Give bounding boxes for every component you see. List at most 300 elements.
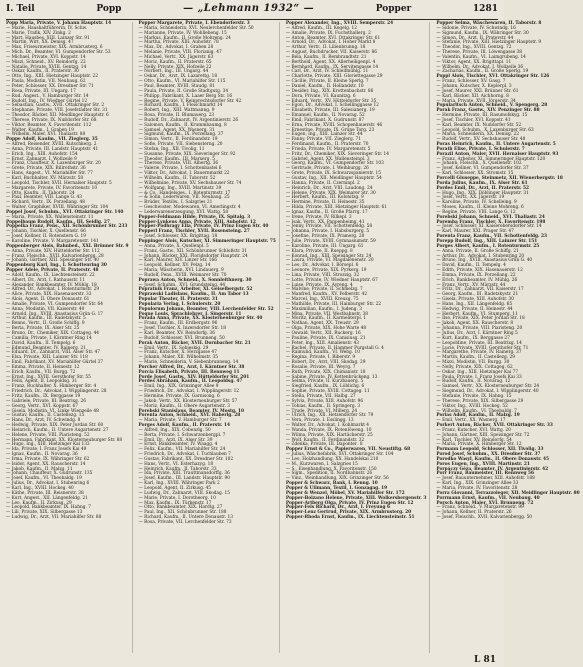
directory-entry: — Emma, Private, II. Heinestr. 12: [6, 364, 80, 370]
directory-entry: — Karl, Bäcker, XII. Aichhorng. 8: [436, 93, 509, 99]
entry-columns: [6, 21, 580, 653]
directory-entry: — Franz, Kutscher, XVI. Wattg. 20: [436, 427, 511, 433]
directory-entry: — Erich, Ing., XIII. Auhofstr. 154: [6, 151, 78, 157]
directory-entry: Popper Selma, Wäschewaren, II. Taborstr. 8: [436, 21, 542, 26]
directory-entry: — Josef, Vertr., XX. Jägerstr. 19: [436, 195, 505, 201]
directory-entry: — Maria, Private, V. Hamburger Str. 7: [138, 418, 222, 424]
directory-entry: — Marcel, Ing., XVIII. Kreuzg. 75: [285, 297, 359, 303]
directory-entry: — Johann, Maler, XII. Wilhelmstr. 35: [138, 355, 219, 361]
directory-entry: — Gustav, Fabrikant, XX. Dresdner Str. 102: [138, 456, 234, 462]
directory-entry: — Anna, Private, XIV. Hütteldorfer Str. 112: [6, 248, 100, 254]
directory-entry: — Peter, Ing., XIII. Amalienstr. 43: [285, 340, 360, 346]
directory-entry: Pordes Abraham, Kaufm., II. Leopoldsg. 47: [138, 379, 243, 385]
directory-entry: — Leonore, Private, XIX. Pyrkerg. 19: [285, 268, 367, 274]
directory-entry: — Mich. Dr., Beamter, VI. Gumpendorfer Str. 53: [6, 50, 111, 56]
directory-entry: — M., Kurzwaren, I. Salzgries 15: [285, 461, 358, 467]
directory-entry: Porenta Anton, Schneid., XVI. Haberlg. 28: [138, 413, 241, 419]
directory-entry: — Michael, Vertr., XX. Jägerstr. 63: [138, 54, 214, 60]
directory-entry: — Arthur, Kaufm., III. Radetzkystr. 5: [6, 316, 86, 322]
directory-entry: — Wilhelm, Kaufm., II. Taborstr. 52: [138, 176, 216, 181]
directory-entry: Popperl Franz, Tischler, XVII. Rosensteing. 27: [138, 229, 250, 235]
directory-entry: — Stefanie, Private, IX. Hahng. 15: [436, 393, 512, 399]
directory-entry: — Sophie, Private, XVIII. Cottageg. 11: [285, 389, 370, 395]
directory-entry: — Anna, Private, II. Große Schiffg. 21: [436, 248, 519, 254]
directory-entry: — Josef, Kellner, II. Rotenstern G. 19: [6, 234, 87, 240]
directory-entry: — Simon, Vertr., II. Ferdinandstr. 19: [138, 137, 218, 143]
directory-entry: — Siegfried, Kaufm., IX. Löblichg. 6: [285, 384, 365, 390]
directory-entry: — Simon, Dr., Arzt, II. Praterstr. 44: [436, 35, 514, 41]
directory-entry: — Amalie, Private, VI. Gumpendorfer Str. 64: [6, 301, 103, 307]
directory-entry: — Oskar, Kaufm., II. Praterstr. 30: [6, 69, 79, 75]
directory-entry: Porda Julius, Kaufm., IX. Alser Str. 61: [436, 180, 528, 186]
directory-entry: — Arnold, Ing., XVIII. Anastasius Grün G. 17: [6, 311, 104, 317]
directory-entry: — Mathilde, Private, III. Hainburger Str. 22: [285, 301, 382, 307]
directory-entry: — Viktor, Agent, XX. Brigittapl. 11: [436, 59, 512, 65]
directory-entry: — Nathan, Agent, XX. Treustr. 29: [285, 321, 359, 327]
directory-entry: — Theodor, Ing., XVIII. Gentzg. 72: [436, 45, 512, 51]
directory-entry: — Emil, Vertr., IX. Sobieskig. 29: [138, 345, 209, 351]
directory-entry: — Karl, Ing., XVIII. Hockeg. 40: [6, 486, 74, 491]
directory-entry: — Wanda, Private, IX. Rotenlöweng. 10: [285, 427, 372, 433]
directory-entry: Popper-Lenz Gertrud, Private, XIX. Armbrusterg. 20: [285, 510, 412, 516]
directory-entry: — Hermine, Private, II. Heinestr. 35: [285, 200, 365, 206]
directory-entry: — Josef, Tischler, XVI. Koppstr. 41: [436, 117, 511, 123]
directory-entry: Porak Franz, Gastw., XIV. Penzinger Str. 88: [436, 108, 540, 114]
directory-entry: Popper Alexander, Ing., XVIII. Semperstr. 24: [285, 21, 394, 26]
header-rule: [6, 19, 498, 20]
directory-entry: — Gabriel, Agent, XX. Wallensteinpl. 3: [285, 156, 370, 162]
directory-entry: — Josef, Kellner, VI. Gumpendorfer Str. 37: [436, 166, 529, 172]
directory-entry: — Lina, Private, VIII. Strozzig. 32: [285, 272, 360, 278]
directory-entry: — Charlotte, Private, XIII. Gloriettegasse 29: [285, 74, 383, 80]
directory-entry: — Emil, Ing., XIX. Grinzinger Allee 9: [138, 384, 219, 390]
directory-entry: Porebski Stanislaus, Beamter, IV. Mostg. 10: [138, 408, 244, 414]
right-running-head: Popper: [375, 4, 412, 14]
directory-entry: — Anna, Private, X. Quellenpl. 5: [138, 243, 209, 249]
directory-entry: Poremba Franz, Tischler, X. Favoritenstr. 198: [436, 219, 546, 225]
directory-entry: — Sidonie, Private, IV. Schwindg. 16: [436, 25, 516, 31]
directory-entry: — Franz, Buchhalter, X. Himberger Str. 4: [6, 384, 97, 390]
directory-entry: — Ruth, Private, XIX. Chimanistr. 18: [285, 369, 366, 375]
directory-entry: Porra Giovanni, Terrazzoleger, XII. Meidlinger Hauptstr. 80: [436, 490, 580, 496]
directory-entry: — Maria, Private, IV. Favoritenstr. 28: [436, 486, 518, 491]
directory-entry: — Franz, Vertr., XV. Märzstr. 44: [436, 282, 506, 288]
directory-entry: Popper Ernst & Co., Papierwaren, VII. Neustiftg. 68: [285, 447, 411, 453]
directory-entry: — Oskar, Dr., Arzt, IX. Lazarettg. 18: [138, 74, 218, 80]
directory-entry: — Peter, Schlosser, XX. Dresdner Str. 71: [6, 83, 94, 89]
directory-entry: — Leopold, Schuhm., X. Laxenburger Str. 63: [436, 127, 534, 133]
directory-entry: — Wilhelm, Dr., Advokat, I. Wollzeile 36: [436, 64, 524, 70]
directory-entry: — Martin, Wirt, XX. Denisg. 47: [6, 40, 74, 46]
directory-entry: — Alexander, Bankbeamter, IV. Mühlg. 18: [6, 282, 97, 288]
directory-entry: — Otto, Kaufm., VI. Mariahilfer Str. 115: [138, 79, 226, 85]
directory-entry: — Fanny, Private, VII. Zieglerg. 71: [285, 137, 361, 143]
directory-entry: — Alfred, Ing., XIX. Cobenzlg. 50: [138, 427, 211, 433]
directory-entry: — Tobias, Kaufm., II. Springerg. 3: [285, 403, 361, 409]
directory-entry: — Sabine, Private, IV. Kettenbrückeng. 13: [285, 374, 378, 380]
directory-entry: — Béla, Kaufm., II. Rembrandtstr. 21: [285, 54, 367, 60]
directory-entry: — Margarethe, Private, IV. Rainerg. 37: [436, 350, 522, 356]
directory-entry: — Oskar, Ing., XIII. Hietzinger Kai 77: [436, 369, 518, 375]
directory-entry: — Eduard, Dr., Zahnarzt, VIII. Alser Str. 47: [6, 350, 100, 356]
directory-entry: — Felix, Agent, II. Leopoldsg. 31: [6, 379, 78, 385]
directory-entry: — Rudolf, Vertr., XV. Sechshauser Str. 48: [436, 137, 526, 143]
directory-entry: — Marie, Schneiderin, V. Siebenbrunneng. 14: [138, 360, 239, 366]
directory-entry: — Hermine, Private, IX. Garnisong. 6: [138, 393, 220, 399]
directory-entry: — Franz, Schneid., V. Margaretenstr. 99: [436, 505, 524, 511]
directory-entry: — Ernst, Zahnarzt, I. Wollzeile 9: [6, 156, 77, 162]
directory-entry: — Erich, Kaufm., VII. Burgg. 72: [6, 369, 76, 375]
directory-entry: — Julius, Dr., Arzt, I. Kärntner Ring 5: [436, 331, 518, 336]
directory-entry: — Albert, Dr., Arzt, I. Rathausstr. 11: [6, 277, 86, 283]
directory-entry: Porges Adolf, Kaufm., II. Praterstr. 14: [138, 423, 231, 429]
directory-entry: Porcelli Giuseppe, Steinmetz, XII. Wienerbergstr. 18: [436, 176, 563, 181]
directory-entry: Porcher Alfred, Dr., Arzt, I. Kärntner Str. 38: [138, 364, 245, 370]
directory-entry: — Max, Dr., Advokat, I. Graben 28: [138, 45, 214, 51]
directory-entry: — Franz, Gastw., XII. Schönbrunner Schloßstr. 31: [138, 248, 248, 254]
directory-entry: — Johann, Bäcker, XXI. Floridsdorfer Hauptstr. 24: [138, 253, 248, 259]
directory-entry: — Cäcilie, Private, II. Kleine Sperlg. 7: [285, 79, 369, 85]
directory-entry: — Philipp, Fabrikant, X. Laaer Berg Str. 16: [138, 93, 233, 99]
directory-entry: — Rudolf, Schlosser, XVI. Brunneng. 50: [138, 335, 225, 341]
directory-entry: — Paul, Beamter, XVIII. Staudg. 81: [138, 83, 215, 89]
directory-entry: Porias Adolf, Kaufm., II. Malzg. 19: [436, 413, 520, 419]
directory-entry: — Johanna, Private, VIII. Piaristeng. 20: [436, 326, 523, 332]
directory-entry: — Margarete, Private, IV. Favoritenstr. 10: [6, 185, 98, 191]
directory-entry: — Emil, Dr., Arzt, IX. Alser Str. 39: [138, 437, 213, 443]
directory-entry: — Hans, Vertr., VI. Esterhazyg. 18: [138, 461, 214, 467]
directory-entry: — Josef, Tischler, X. Inzersdorfer Str. 18: [138, 326, 226, 332]
directory-entry: Poprawa Anton, Schneid., X. Sonnleithnerg. 30: [138, 277, 252, 283]
directory-entry: — Mina, Private, VII. Westbahnstr. 38: [285, 311, 368, 317]
directory-entry: Popper & Schwarz, Bank, I. Renng. 10: [285, 481, 378, 487]
directory-entry: — Marianne, Private, IV. Wohllebeng. 15: [138, 30, 227, 36]
directory-entry: Poppe Adolf, Kaufm., VII. Zieglerg. 35: [6, 137, 98, 143]
directory-entry: — Trude, Private, VI. Millerg. 24: [285, 408, 358, 414]
page-number: 1281: [472, 4, 498, 14]
directory-entry: — Gisela, Modistin, VI. Linke Wienzeile 48: [6, 408, 99, 414]
directory-entry: — Anna, Modistin, VII. Kaiserstr. 40: [6, 306, 85, 312]
directory-entry: — Valentin, Kaufm., VI. Laimgrubeng. 14: [436, 54, 526, 60]
directory-entry: — Alois, Agent, II. Obere Donaustr. 61: [6, 297, 90, 303]
directory-entry: — Emma, Private, IX. Porzellang. 22: [436, 272, 516, 278]
part-label: I. Teil: [6, 4, 35, 14]
directory-entry: Popper-Rhoda Ernst, Kaufm., IX. Liechtensteinstr. 51: [285, 515, 415, 521]
directory-entry: — Gabriele, Private, III. Beatrixg. 26: [6, 398, 86, 404]
directory-entry: Popper-Podhragy Ella, Private, IV. Prinz Eugen Str. 40: [138, 224, 269, 230]
directory-entry: — Walter, Dr., Advokat, I. Kohlmarkt 4: [285, 423, 370, 429]
directory-entry: — Georg, Kaufm., VI. Gumpendorfer Str. 103: [285, 161, 384, 167]
directory-entry: — David, Kaufm., II. Tempelg. 6: [6, 340, 76, 346]
directory-entry: — Käthe, Private, III. Reisnerstr. 38: [6, 490, 84, 496]
directory-entry: — Paula, Modistin, VII. Neubaug. 62: [6, 79, 86, 85]
directory-entry: — Maria, Schneiderin, XX. Denisg. 22: [436, 132, 519, 138]
directory-entry: — Ida, Private, I. Franz Josefs Kai 49: [6, 447, 87, 453]
directory-entry: — Ignaz, Kaufm., II. Große Pfarrg. 17: [285, 209, 368, 215]
directory-entry: — Egon, Dr., Advokat, I. Schellinggasse 12: [285, 103, 379, 109]
directory-entry: — Karl, Ing., XIX. Grinzinger Allee 33: [436, 481, 519, 487]
directory-entry: — Eduard, Vertr., XV. Hütteldorfer Str. 35: [285, 98, 377, 104]
directory-entry: — Walter, Kaufm., I. Graben 19: [6, 127, 74, 133]
directory-entry: — Karl, Maurer, XIV. Linzer Str. 166: [138, 258, 217, 264]
directory-entry: — Camilla, Private, I. Kärntner Ring 14: [6, 335, 92, 341]
directory-entry: — Leo, Dr., Advokat, I. Börsepl. 6: [285, 263, 359, 269]
directory-entry: — Rudolf, Pens., XVIII. Weimarer Str. 70: [138, 272, 227, 278]
directory-entry: — Regina, Private, I. Biberstr. 9: [285, 355, 356, 361]
directory-entry: Popularitsch Anton, Schneid., V. Spengerg. 28: [436, 103, 548, 109]
directory-entry: — Sylvia, Private, XIII. Auhofstr. 96: [285, 398, 364, 404]
directory-entry: — Alfred, Kaufm., III. Kegelg. 12: [285, 25, 358, 31]
directory-entry: Popper & Ullmann, Textil, I. Gonzagag. 19: [285, 486, 388, 491]
directory-entry: Porak Anton, Bäcker, XVII. Dornbacher Str. 21: [138, 340, 251, 346]
directory-entry: — Gisela, Private, XIII. Auhofstr. 30: [436, 297, 515, 303]
directory-entry: Porcia Elisabeth, Private, III. Rennweg 11: [138, 369, 240, 375]
directory-entry: — Johann, Fleischh., X. Quellenstr. 102: [436, 161, 522, 167]
directory-entry: — Anna, Private, III. Landstr. Hauptstr. 41: [6, 146, 99, 152]
directory-entry: — Hugo, Ing., XIX. Döblinger Hauptstr. 31: [436, 190, 529, 196]
directory-entry: — Helene, Private, XIX. Weimarer Str. 30: [285, 190, 376, 196]
directory-entry: — Nelly, Private, XIX. Hofzeile 22: [138, 64, 212, 70]
directory-entry: — Benno, Vertr., II. Große Schiffg. 9: [6, 321, 85, 327]
directory-entry: — Maria, Private, XX. Wallensteinstr. 11: [6, 214, 94, 220]
directory-entry: — Otto, Kaufm., II. Taborstr. 24: [6, 190, 75, 196]
directory-entry: — Salomon, Kaufm., II. Krummbaumg. 8: [138, 122, 227, 128]
directory-entry: Pordes Emil, Dr., Arzt, II. Praterstr. 52: [436, 185, 530, 191]
directory-entry: — Arnold, Dr., Advokat, I. Hoher Markt 8: [285, 40, 376, 46]
directory-entry: — Robert, Ing., XIII. Wattmanng. 9: [138, 108, 215, 114]
directory-entry: — Richard, Kaufm., II. Untere Donaustr. 13: [138, 515, 233, 521]
directory-entry: — Hedwig, Private, XIX. Peter Jordan Str. 60: [6, 423, 104, 429]
directory-entry: — Ernestine, Private, IX. Grüne Torg. 23: [285, 127, 375, 133]
directory-entry: — Leo, Holzhandlung, XX. Handelskai 210: [285, 456, 379, 462]
directory-entry: Popper-Lynkeus Anna, Private, XIII. Auhofstr. 12: [138, 219, 256, 225]
directory-entry: — Rosa, Private, II. Blumauerg. 23: [138, 113, 215, 119]
directory-entry: — Emil, Vertr., XX. Wasnerg. 17: [436, 418, 506, 424]
directory-entry: — Franz, Kaufm., III. Erdbergstr. 96: [138, 321, 218, 327]
directory-entry: — Amalie, Private, IX. Fuchsthallerg. 2: [285, 30, 371, 36]
directory-entry: — Gertrude, Private, I. Weihburgg. 26: [285, 166, 369, 172]
directory-entry: — Stephanie, Private, VIII. Josefstädter Str. 31: [6, 108, 108, 114]
directory-entry: — Rosa, Private, III. Ungarg. 17: [6, 88, 76, 94]
directory-entry: — & Sohn, Lederwaren, VII. Neubaug. 25: [138, 195, 230, 201]
column-3: [286, 22, 431, 653]
directory-entry: — Johann, Gärtner, XIII. Speisinger Str. 72: [436, 432, 530, 438]
directory-entry: — Emil, Fabrikant, XV. Mariahilfer Gürtel 37: [6, 360, 104, 366]
directory-entry: — Samuel, Agent, XX. Wasnerg. 31: [138, 127, 215, 133]
directory-entry: — Ida, Private, XIII. Trauttmansdorffg. 36: [138, 471, 230, 477]
directory-entry: — Desider, Ing., XIX. Krottenbachstr. 86: [285, 88, 374, 94]
directory-entry: Porada Anna, Private, XX. Klosterneuburger Str. 40: [138, 316, 263, 322]
directory-entry: — Karl, Maurer, XXI. Prager Str. 47: [436, 229, 514, 235]
directory-entry: — Fritz, Kaufm., IX. Berggasse 19: [6, 393, 81, 399]
directory-entry: — Lederwarenerzeugung, XVI. Wattg. 58: [138, 209, 229, 215]
directory-entry: — Ernst, Ing., XVIII. Gersthofer Str. 55: [6, 374, 91, 380]
directory-entry: — Paul, Ing., XII. Schönbrunner Str. 188: [138, 510, 227, 516]
directory-entry: — Sofie, Private, VII. Siebensterng. 20: [138, 142, 223, 148]
directory-entry: — Johann, Chauffeur, X. Gudrunstr. 135: [6, 471, 93, 477]
directory-entry: — Maria, Wäscherin, XVI. Lindauerg. 9: [138, 268, 224, 274]
directory-entry: — Klara, Private, II. Rueppg. 8: [285, 248, 353, 254]
directory-entry: — Helene, Private, VIII. Piaristeng. 52: [6, 432, 90, 438]
directory-entry: — Elisabeth, Private, III. Salesianerg. 19: [285, 108, 375, 114]
directory-entry: — Richard, Vertr., IX. Porzellang. 48: [6, 200, 85, 206]
directory-entry: Popper Margarete, Private, I. Ebendorferstr. 3: [138, 21, 250, 26]
directory-entry: — Konrad, Ing., XIII. Speisinger Str. 24: [285, 253, 372, 259]
directory-entry: — Raimund, Kaufm., VI. Webg. 10: [285, 350, 360, 356]
directory-entry: — Franz, Arbeiter, XI. Simmeringer Hauptstr. 120: [436, 156, 546, 162]
directory-entry: — Isidor, Agent, XX. Rauscherstr. 14: [6, 461, 86, 467]
directory-entry: — Hans, Dr., Arzt, IV. Schwindg. 8: [6, 418, 81, 424]
directory-entry: Poppl Alois, Tischler, XVI. Ottakringer Str. 126: [436, 74, 550, 80]
directory-entry: — Ulrich, Ing., XII. Hetzendorfer Str. 79: [285, 413, 374, 419]
directory-entry: Poprawski Ladislaus, Kaufm., II. Am Tabor 13: [138, 292, 249, 298]
directory-entry: — Wilhelm, Kaufm., VI. Theobaldg. 7: [436, 408, 517, 414]
directory-entry: — Grete, Private, IX. Schwarzspanierstr. 15: [285, 171, 381, 177]
directory-entry: — Elsa, Private, XIII. Lainzer Str. 118: [6, 355, 88, 361]
directory-entry: — Stella, Private, VII. Halbg. 27: [285, 393, 356, 399]
directory-entry: — Kurt, Angest., XII. Längenfeldg. 21: [6, 495, 88, 501]
directory-entry: — August, Buchdrucker, VII. Kaiserstr. 86: [285, 50, 377, 56]
directory-entry: Poros Eugen, Ing., XVIII. Martinstr. 21: [436, 461, 530, 467]
directory-entry: Porenta Franz, Kaufm., VII. Schottenfeldg. 23: [436, 234, 547, 240]
directory-entry: — Leopold, Kellner, XV. Pelzg. 14: [138, 263, 211, 269]
directory-entry: — Melanie, Private, VIII. Florianig. 47: [138, 50, 222, 56]
directory-entry: — Wilma, Private, XIX. Hartäckerstr. 25: [285, 432, 373, 438]
directory-entry: — Wolf, Kaufm., II. Ferdinandstr. 32: [285, 437, 365, 443]
directory-entry: — Wilhelmine, Private, XV. Sechshauser Str. 74: [138, 180, 242, 186]
directory-entry: — Leo, Kaufm., II. Zirkusg. 29: [6, 500, 72, 506]
directory-entry: — Bruno, Dr., Chemiker, XIX. Cottageg. 44: [6, 331, 100, 336]
directory-entry: — Wolfgang, Ing., XVIII. Martinstr. 39: [138, 185, 222, 191]
directory-entry: — Leopold, Agent, II. Zirkusg. 45: [138, 486, 212, 491]
directory-entry: — Theodor, Bäcker, XII. Meidlinger Hauptstr. 6: [6, 113, 109, 119]
directory-entry: — Sigmund, Kaufm., IX. Währinger Str. 30: [436, 30, 529, 36]
directory-entry: — Natalie, Private, XVIII. Gentzg. 14: [6, 64, 87, 70]
directory-entry: — Gustav, Kaufm., II. Castellezg. 15: [6, 413, 85, 419]
directory-entry: — Julius, Wäschefabrik, XVI. Ottakringer Str. 104: [285, 452, 394, 458]
directory-entry: — Georg, Kaufm., III. Radetzkystr. 21: [436, 292, 519, 298]
directory-entry: — Moriz, Kaufm., II. Obere Augartenstr. 3: [138, 403, 231, 409]
directory-entry: — Josef, Schlosser, XI. Kaiserebersdorfer Str. 14: [436, 224, 542, 230]
directory-entry: Popper & Wenzel, Möbel, XV. Mariahilfer Str. 172: [285, 490, 405, 496]
directory-entry: — Frieda, Private, IV. Margaretenstr. 5: [285, 146, 371, 152]
directory-entry: — Josef, Schlosser, XX. Brigittag. 18: [138, 234, 218, 240]
directory-entry: — Regine, Private, V. Reinprechtsdorfer Str. 42: [138, 98, 242, 104]
directory-entry: — Moses, Kaufm., II. Kleine Mohreng. 6: [436, 205, 524, 211]
directory-entry: — Maximilian, Kaufm., I. Judeng. 3: [285, 306, 363, 312]
directory-entry: — Karl, Ing., XVIII. Währinger Park 2: [138, 481, 220, 487]
directory-entry: — Karl, Beamter, IX. Nußdorfer Str. 52: [436, 122, 522, 128]
directory-entry: — Paula, Private, II. Große Stadtgutg. 34: [138, 88, 229, 94]
directory-entry: Poppelka Franz, Pens., XII. Schönbrunner Str. 233: [6, 224, 128, 230]
directory-entry: — Rachel, Private, II. Hammer Purgstall G. 4: [285, 345, 384, 351]
directory-entry: — Lili, Private, XIX. Silbergasse 13: [6, 510, 83, 516]
directory-entry: — Olga, Private, XIX. Hohe Warte 48: [285, 326, 367, 332]
directory-entry: — David, Kaufm., II. Tempelg. 4: [436, 263, 506, 269]
directory-entry: — Leopoldine, Private, III. Beatrixg. 14: [436, 340, 522, 346]
directory-entry: — Alice, Private, XIX. Hasenauerstr. 33: [6, 292, 92, 298]
directory-entry: — Michael, Private, XVI. Koppstr. 14: [6, 54, 86, 60]
directory-entry: — Vera, Private, I. Esslingg. 13: [285, 418, 354, 424]
directory-entry: — Karoline, Private, IV. Schelleing. 9: [436, 200, 517, 206]
directory-entry: Poque Louis, Sprachlehrer, I. Singerstr. 11: [138, 311, 242, 317]
directory-entry: Porr Franz, Baumeister, III. Rennweg 56: [436, 471, 535, 477]
directory-entry: Poras Heinrich, Kaufm., II. Untere Augartenstr. 5: [436, 142, 556, 148]
directory-entry: Popper-Artberg Olga, Private, IV. Prinz Eugen Str. 12: [285, 500, 414, 506]
directory-entry: — Jakob, Agent, XX. Rauscherstr. 8: [436, 321, 514, 327]
directory-entry: — Rudolf, Ing., IV. Wiedner Gürtel 12: [6, 98, 88, 104]
directory-entry: Popper-Fels Richard, Dr., Arzt, I. Freyung 6: [285, 505, 390, 511]
directory-entry: — Rudolf, Dr., Zahnarzt, IV. Argentinierstr. 26: [138, 117, 239, 123]
directory-entry: — Berta, Private, IX. Alser Str. 25: [6, 326, 80, 332]
directory-entry: — Fritz, Dr., Zahnarzt, VII. Kaiserstr. 17: [436, 287, 524, 293]
directory-entry: — Martin, Kaufm., II. Castellezg. 29: [436, 355, 515, 361]
directory-entry: — Bernhard, Kaufm., IX. Servitengasse 14: [285, 64, 379, 70]
directory-entry: Poppel Josef, Schuhm., XVI. Ottakringer Str. 140: [6, 209, 124, 215]
directory-entry: — Jakob, Kaufm., II. Malzg. 11: [6, 466, 73, 472]
directory-entry: Popratnik Franz, Arbeiter, XI. Geiselbergstr. 52: [138, 287, 253, 293]
directory-entry: — Irene, Private, IV. Rilkepl. 3: [285, 214, 352, 220]
directory-entry: Porepp Rudolf, Ing., XIII. Lainzer Str. 151: [436, 238, 538, 244]
column-2: [139, 22, 280, 653]
directory-entry: Porrmann Ernst, Kaufm., VII. Neubaug. 40: [436, 495, 540, 501]
directory-entry: — Heinrich, Kaufm., II. Taborstr. 33: [138, 466, 217, 472]
directory-entry: — Heinrich, Dr., Arzt, VIII. Laudong. 24: [285, 185, 373, 191]
directory-entry: — Josef, Kaufm., III. Landstr. Hauptstr. 90: [138, 476, 230, 482]
directory-entry: — Otto, Ing., XIII. Hietzinger Hauptstr. 22: [6, 74, 98, 80]
directory-entry: — Siegmund, Dr., Advokat, I. Wipplingerstr. 40: [436, 389, 539, 395]
directory-entry: — Isak, Vertr., XX. Pappenheimg. 41: [285, 219, 365, 225]
directory-title: — „Lehmann 1932“ —: [183, 3, 315, 14]
directory-entry: — Martha, Private, XIII. Auhofstr. 78: [138, 40, 219, 46]
directory-entry: — Zdenka, Private, III. Dapontег. 8: [285, 442, 363, 448]
directory-entry: Porazil Anton, Maler, XVII. Hernalser Hauptstr. 93: [436, 151, 559, 157]
directory-entry: — Oswald, Vertr., XII. Ruckerg. 16: [285, 331, 361, 336]
directory-entry: — Herbert, Kaufm., III. Kolonitzg. 9: [285, 195, 364, 201]
directory-entry: — Arthur, Vertr., II. Lilienbrunng. 18: [285, 45, 366, 51]
directory-entry: Popper-Bolzano Helene, Private, XIII. Wolkersbergenstr. 3: [285, 495, 427, 501]
directory-entry: — Marie, Private, I. Dorotheerg. 10: [138, 495, 216, 501]
directory-entry: — Johanna, Private, I. Habsburgerg. 5: [285, 229, 370, 235]
directory-entry: Porodko Wasyl, Kaufm., II. Obere Donaustr. 45: [436, 456, 550, 462]
directory-entry: — Julius, Dr., Advokat, I. Stubenring 6: [6, 481, 90, 487]
directory-entry: — Berthold, Agent, XX. Allerheiligenpl. 4: [285, 59, 376, 65]
directory-entry: — Mart. Hausbes. XIII. Lainzer Str. 91: [6, 35, 90, 41]
directory-entry: — Gustav, Ing., XII. Meidlinger Hauptstr. 54: [285, 176, 382, 181]
directory-entry: — Max, Friseurmeister, XIX. Armbrusterg. 6: [6, 45, 103, 51]
directory-entry: — Paul, Beamter, VIII. Lange G. 43: [6, 195, 82, 201]
directory-entry: — Laura, Private, VI. Magdalenenstr. 20: [285, 258, 374, 264]
directory-entry: — Maria, Private, X. Himberger Str. 12: [436, 442, 522, 448]
directory-entry: — Leopold, Tischler, XVII. Hernalser Hauptstr. 5: [6, 180, 112, 186]
directory-entry: — Norbert, Ing., III. Ungarg. 44: [138, 69, 209, 75]
directory-entry: Popular Theater, II. Praterstr. 31: [138, 297, 218, 303]
directory-entry: — Fritz, Dr., Chemiker, XIX. Sieveringer Str. 14: [285, 151, 389, 157]
directory-entry: — Carl, Dr., Arzt, IV. Schleifmühlg. 11: [285, 69, 369, 75]
directory-entry: — Felix, Kaufm., VII. Mariahilfer Str. 24: [138, 447, 226, 453]
directory-entry: — Luise, Private, IX. Ayreng. 4: [285, 282, 353, 288]
directory-entry: — Ludwig, Dr., Zahnarzt, VIII. Skodag. 15: [138, 490, 230, 496]
directory-entry: — Edith, Private, XIX. Hasenauerstr. 12: [436, 268, 523, 274]
directory-entry: — Markus, Kaufm., II. Große Mohreng. 24: [138, 35, 231, 41]
directory-entry: — Hedwig, Private, II. Heinestr. 44: [436, 306, 513, 312]
directory-entry: — Arthur, Dr., Advokat, I. Stubenring 20: [436, 253, 525, 259]
directory-entry: — Johann, Tischler, X. Quellenstr. 66: [6, 229, 86, 235]
directory-entry: — Ilse, Private, XIX. Peter Jordan Str. 18: [436, 316, 525, 322]
directory-entry: — Berta, Private, I. Schwarzenbergpl. 7: [138, 432, 226, 438]
directory-entry: — Marie, Trafik, XIV. Zinkg. 2: [6, 30, 71, 36]
directory-entry: — Therese, Private, VIII. Albertg. 36: [138, 161, 219, 167]
